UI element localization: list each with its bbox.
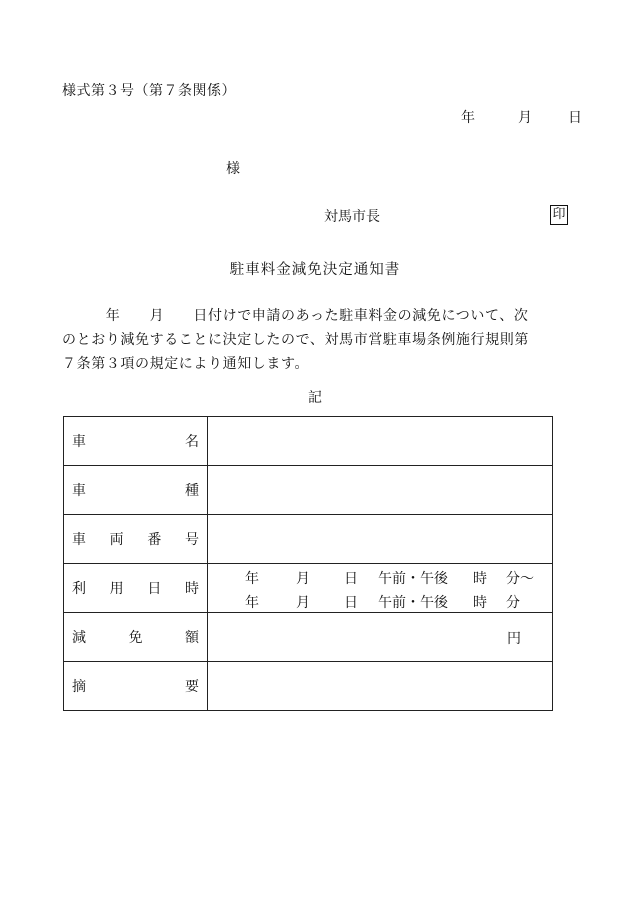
label-char: 時 [184, 581, 199, 597]
label-char: 減 [72, 630, 86, 646]
row-label-vehicle-type [64, 466, 208, 515]
label-char: 車 [72, 483, 86, 499]
body-line: のとおり減免することに決定したので、対馬市営駐車場条例施行規則第 [62, 332, 529, 348]
date-year-label: 年 [461, 110, 475, 126]
table-row [64, 662, 553, 711]
label-char: 番 [147, 532, 162, 548]
label-char: 用 [109, 581, 124, 597]
date-month-label: 月 [518, 110, 532, 126]
dt-ampm: 午前・午後 [378, 595, 448, 611]
label-char: 車 [72, 434, 86, 450]
dt-month: 月 [296, 571, 310, 587]
dt-ampm: 午前・午後 [378, 571, 448, 587]
row-label-vehicle-name [64, 417, 208, 466]
row-label-reduction-amount [64, 613, 208, 662]
vehicle-type-value[interactable] [208, 466, 553, 515]
form-number: 様式第３号（第７条関係） [62, 83, 236, 99]
dt-hour: 時 [473, 571, 487, 587]
body-text [62, 304, 582, 376]
vehicle-number-value[interactable] [208, 515, 553, 564]
table-row [64, 564, 553, 613]
row-label-remarks [64, 662, 208, 711]
label-char: 両 [109, 532, 124, 548]
dt-month: 月 [296, 595, 310, 611]
body-line: ７条第３項の規定により通知します。 [62, 356, 310, 372]
table-row [64, 515, 553, 564]
label-char: 名 [185, 434, 199, 450]
label-char: 額 [185, 630, 199, 646]
row-label-vehicle-number [64, 515, 208, 564]
ki-heading: 記 [308, 390, 322, 406]
document-title: 駐車料金減免決定通知書 [229, 262, 401, 278]
label-char: 免 [128, 630, 143, 646]
label-char: 車 [72, 532, 86, 548]
reduction-amount-value[interactable] [208, 613, 553, 662]
date-day-label: 日 [568, 110, 582, 126]
label-char: 日 [147, 581, 162, 597]
dt-minute: 分～ [506, 571, 534, 587]
dt-day: 日 [344, 595, 358, 611]
issuer-name: 対馬市長 [324, 209, 380, 225]
label-char: 要 [185, 679, 199, 695]
table-row [64, 417, 553, 466]
yen-unit: 円 [507, 631, 521, 647]
remarks-value[interactable] [208, 662, 553, 711]
label-char: 号 [184, 532, 199, 548]
label-char: 摘 [72, 679, 86, 695]
dt-year: 年 [245, 571, 259, 587]
dt-minute: 分 [506, 595, 520, 611]
body-line: 年 月 日付けで申請のあった駐車料金の減免について、次 [62, 308, 529, 324]
table-row [64, 613, 553, 662]
usage-datetime-value[interactable] [208, 564, 553, 613]
row-label-usage-datetime [64, 564, 208, 613]
seal-mark: 印 [550, 205, 568, 225]
dt-year: 年 [245, 595, 259, 611]
dt-day: 日 [344, 571, 358, 587]
label-char: 種 [185, 483, 199, 499]
details-table [63, 416, 553, 711]
dt-hour: 時 [473, 595, 487, 611]
table-row [64, 466, 553, 515]
addressee-suffix: 様 [226, 161, 240, 177]
vehicle-name-value[interactable] [208, 417, 553, 466]
label-char: 利 [72, 581, 86, 597]
